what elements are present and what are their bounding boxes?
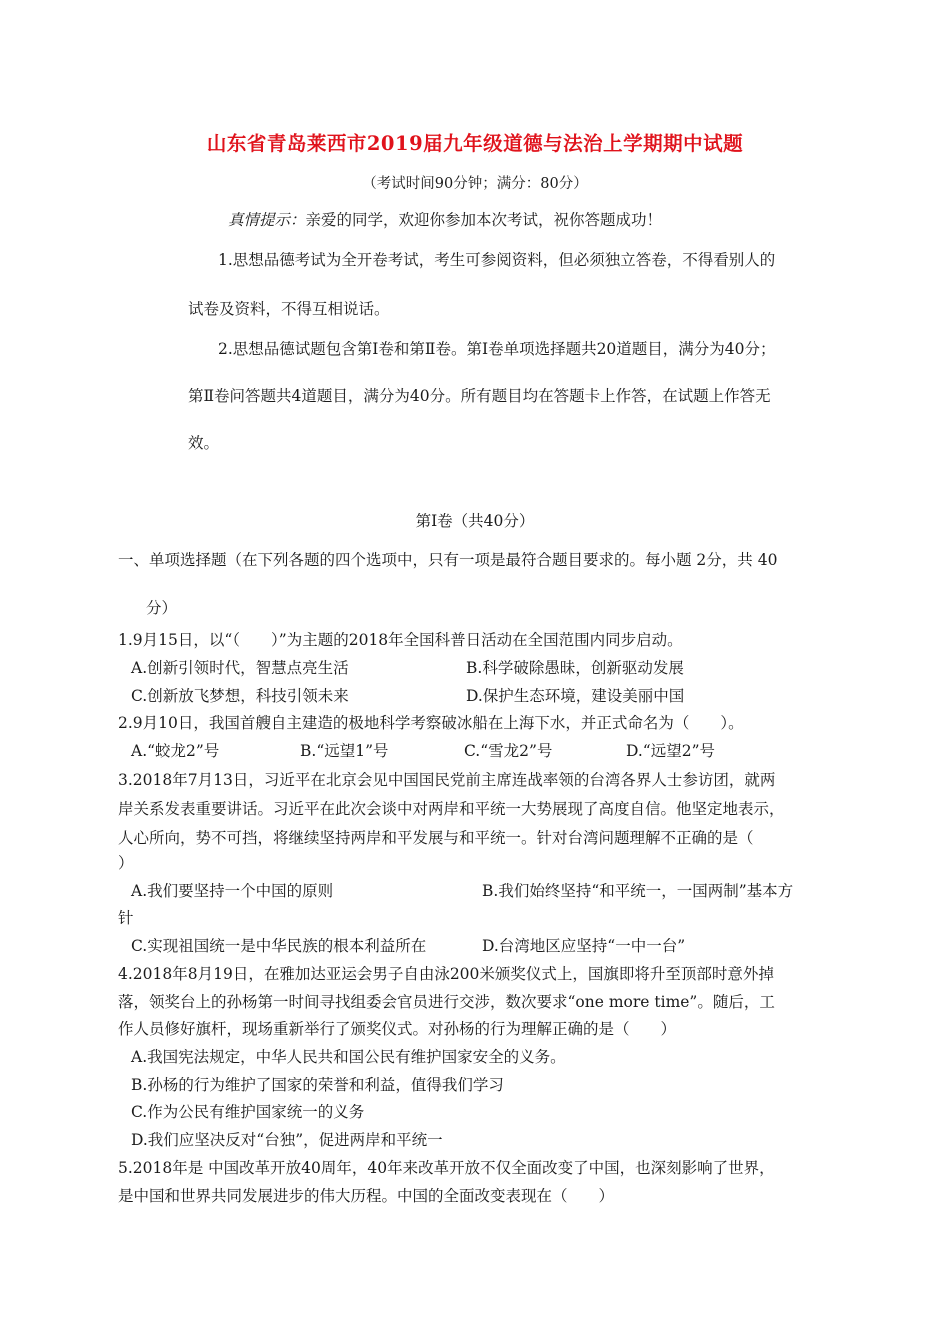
question-5-stem-line-1: 5.2018年是 中国改革开放40周年，40年来改革开放不仅全面改变了中国，也深刻影响了世界， <box>118 1159 775 1177</box>
question-4-option-a: A.我国宪法规定，中华人民共和国公民有维护国家安全的义务。 <box>131 1048 566 1066</box>
part-1-instruction-line-2: 分） <box>146 599 178 617</box>
question-3-option-b-line-1: B.我们始终坚持“和平统一，一国两制”基本方 <box>482 882 794 900</box>
question-3-option-c: C.实现祖国统一是中华民族的根本利益所在 <box>131 937 427 955</box>
tips-line <box>228 208 662 230</box>
question-2-option-a: A.“蛟龙2”号 <box>131 742 220 760</box>
question-4-stem-line-3: 作人员修好旗杆，现场重新举行了颁奖仪式。对孙杨的行为理解正确的是（ ） <box>118 1020 677 1038</box>
rule-2-line-3: 效。 <box>188 434 220 452</box>
question-1-option-b: B.科学破除愚昧，创新驱动发展 <box>466 659 684 677</box>
question-4-stem-line-2: 落，领奖台上的孙杨第一时间寻找组委会官员进行交涉，数次要求“one more time”。随后，工 <box>118 993 775 1011</box>
tips-label: 真情提示： <box>228 211 306 229</box>
question-1-option-c: C.创新放飞梦想，科技引领未来 <box>131 687 349 705</box>
question-2-option-d: D.“远望2”号 <box>626 742 716 760</box>
question-4-option-b: B.孙杨的行为维护了国家的荣誉和利益，值得我们学习 <box>131 1076 504 1094</box>
exam-title: 山东省青岛莱西市2019届九年级道德与法治上学期期中试题 <box>206 132 744 155</box>
question-4-option-d: D.我们应坚决反对“台独”，促进两岸和平统一 <box>131 1131 443 1149</box>
part-1-title: 第Ⅰ卷（共40分） <box>415 512 535 530</box>
rule-1-line-2: 试卷及资料，不得互相说话。 <box>188 300 390 318</box>
question-2-stem: 2.9月10日，我国首艘自主建造的极地科学考察破冰船在上海下水，并正式命名为（ ）。 <box>118 714 744 732</box>
question-3-stem-line-3: 人心所向，势不可挡，将继续坚持两岸和平发展与和平统一。针对台湾问题理解不正确的是（ <box>118 829 754 847</box>
tips-text: 亲爱的同学，欢迎你参加本次考试，祝你答题成功！ <box>305 211 663 229</box>
question-4-stem-line-1: 4.2018年8月19日，在雅加达亚运会男子自由泳200米颁奖仪式上，国旗即将升至顶部时意外掉 <box>118 965 774 983</box>
rule-1-line-1: 1.思想品德考试为全开卷考试，考生可参阅资料，但必须独立答卷，不得看别人的 <box>218 251 776 269</box>
question-1-stem: 1.9月15日，以“（ ）”为主题的2018年全国科普日活动在全国范围内同步启动。 <box>118 631 683 649</box>
question-3-stem-line-4: ） <box>118 854 134 872</box>
question-1-option-a: A.创新引领时代，智慧点亮生活 <box>131 659 349 677</box>
question-2-option-b: B.“远望1”号 <box>300 742 389 760</box>
question-2-option-c: C.“雪龙2”号 <box>464 742 553 760</box>
rule-2-line-2: 第Ⅱ卷问答题共4道题目，满分为40分。所有题目均在答题卡上作答，在试题上作答无 <box>188 387 771 405</box>
question-3-option-d: D.台湾地区应坚持“一中一台” <box>482 937 686 955</box>
exam-info: （考试时间90分钟；满分：80分） <box>362 176 588 192</box>
question-1-option-d: D.保护生态环境，建设美丽中国 <box>466 687 685 705</box>
question-3-option-b-line-2: 针 <box>118 909 134 927</box>
question-3-stem-line-1: 3.2018年7月13日，习近平在北京会见中国国民党前主席连战率领的台湾各界人士参访团，就两 <box>118 771 776 789</box>
question-3-option-a: A.我们要坚持一个中国的原则 <box>131 882 334 900</box>
part-1-instruction-line-1: 一、单项选择题（在下列各题的四个选项中，只有一项是最符合题目要求的。每小题 2分，共 40 <box>118 551 778 569</box>
question-5-stem-line-2: 是中国和世界共同发展进步的伟大历程。中国的全面改变表现在（ ） <box>118 1187 615 1205</box>
question-4-option-c: C.作为公民有维护国家统一的义务 <box>131 1103 365 1121</box>
question-3-stem-line-2: 岸关系发表重要讲话。习近平在此次会谈中对两岸和平统一大势展现了高度自信。他坚定地表示， <box>118 800 785 818</box>
rule-2-line-1: 2.思想品德试题包含第Ⅰ卷和第Ⅱ卷。第Ⅰ卷单项选择题共20道题目，满分为40分； <box>218 340 776 358</box>
